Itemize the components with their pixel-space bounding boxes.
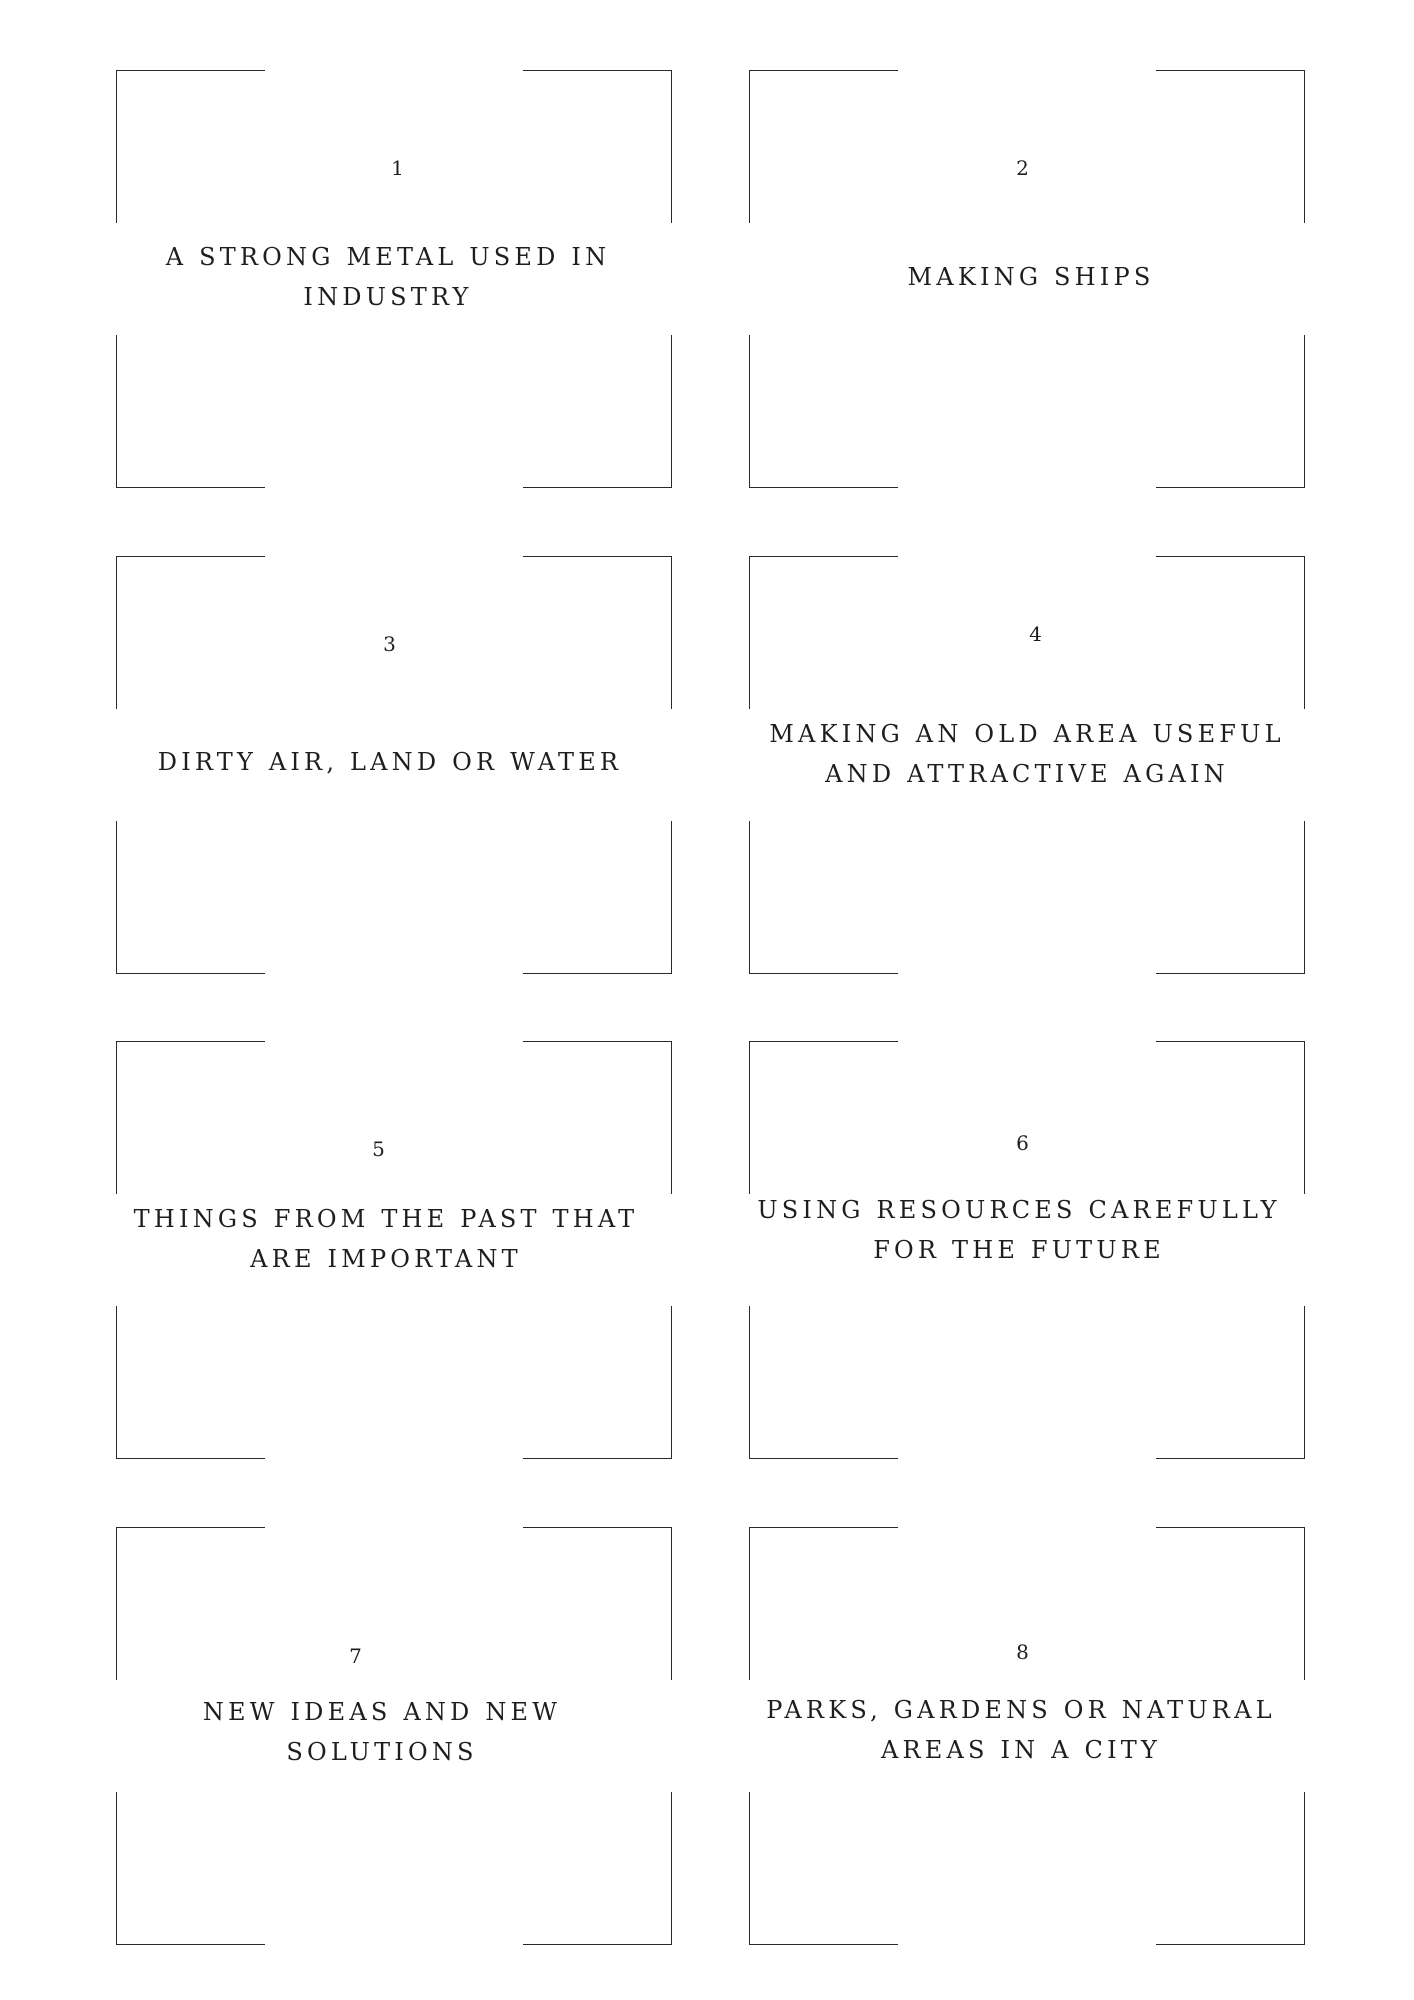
corner-bracket — [749, 1041, 898, 1194]
corner-bracket — [523, 1306, 672, 1459]
corner-bracket — [116, 1306, 265, 1459]
card-number: 6 — [1016, 1131, 1030, 1155]
corner-bracket — [749, 1306, 898, 1459]
card-3 — [116, 556, 672, 974]
corner-bracket — [1156, 335, 1305, 488]
corner-bracket — [523, 70, 672, 223]
definition-line: A STRONG METAL USED IN — [165, 243, 611, 271]
card-5 — [116, 1041, 672, 1459]
definition-line: MAKING AN OLD AREA USEFUL — [769, 720, 1285, 748]
corner-bracket — [523, 821, 672, 974]
card-number: 4 — [1029, 622, 1043, 646]
corner-bracket — [523, 1792, 672, 1945]
card-number: 5 — [372, 1137, 386, 1161]
card-number: 3 — [383, 632, 397, 656]
card-definition — [112, 742, 668, 782]
card-7 — [116, 1527, 672, 1945]
definition-line: AREAS IN A CITY — [880, 1736, 1162, 1764]
card-8 — [749, 1527, 1305, 1945]
corner-bracket — [1156, 821, 1305, 974]
corner-bracket — [1156, 1792, 1305, 1945]
card-definition — [108, 1199, 664, 1279]
definition-line: AND ATTRACTIVE AGAIN — [825, 760, 1229, 788]
corner-bracket — [749, 335, 898, 488]
definition-line: PARKS, GARDENS OR NATURAL — [766, 1696, 1276, 1724]
definition-line: FOR THE FUTURE — [873, 1236, 1165, 1264]
definition-line: THINGS FROM THE PAST THAT — [133, 1205, 639, 1233]
corner-bracket — [523, 1041, 672, 1194]
card-6 — [749, 1041, 1305, 1459]
corner-bracket — [1156, 1041, 1305, 1194]
corner-bracket — [749, 70, 898, 223]
definition-line: MAKING SHIPS — [907, 263, 1155, 291]
card-definition — [743, 1690, 1299, 1770]
card-definition — [753, 257, 1309, 297]
corner-bracket — [116, 821, 265, 974]
card-definition — [104, 1692, 660, 1772]
definition-line: INDUSTRY — [303, 283, 473, 311]
definition-line: ARE IMPORTANT — [250, 1245, 522, 1273]
corner-bracket — [749, 821, 898, 974]
corner-bracket — [523, 335, 672, 488]
definition-line: USING RESOURCES CAREFULLY — [757, 1196, 1281, 1224]
corner-bracket — [1156, 1306, 1305, 1459]
card-number: 1 — [391, 156, 405, 180]
corner-bracket — [749, 1792, 898, 1945]
corner-bracket — [116, 1792, 265, 1945]
card-definition — [749, 714, 1305, 794]
corner-bracket — [116, 70, 265, 223]
definition-line: DIRTY AIR, LAND OR WATER — [157, 748, 623, 776]
card-4 — [749, 556, 1305, 974]
card-definition — [110, 237, 666, 317]
card-2 — [749, 70, 1305, 488]
corner-bracket — [116, 1041, 265, 1194]
corner-bracket — [1156, 70, 1305, 223]
card-number: 8 — [1016, 1640, 1030, 1664]
card-definition — [741, 1190, 1297, 1270]
card-number: 2 — [1016, 156, 1030, 180]
definition-line: NEW IDEAS AND NEW — [202, 1698, 562, 1726]
card-1 — [116, 70, 672, 488]
card-number: 7 — [349, 1644, 363, 1668]
corner-bracket — [116, 335, 265, 488]
definition-line: SOLUTIONS — [286, 1738, 478, 1766]
